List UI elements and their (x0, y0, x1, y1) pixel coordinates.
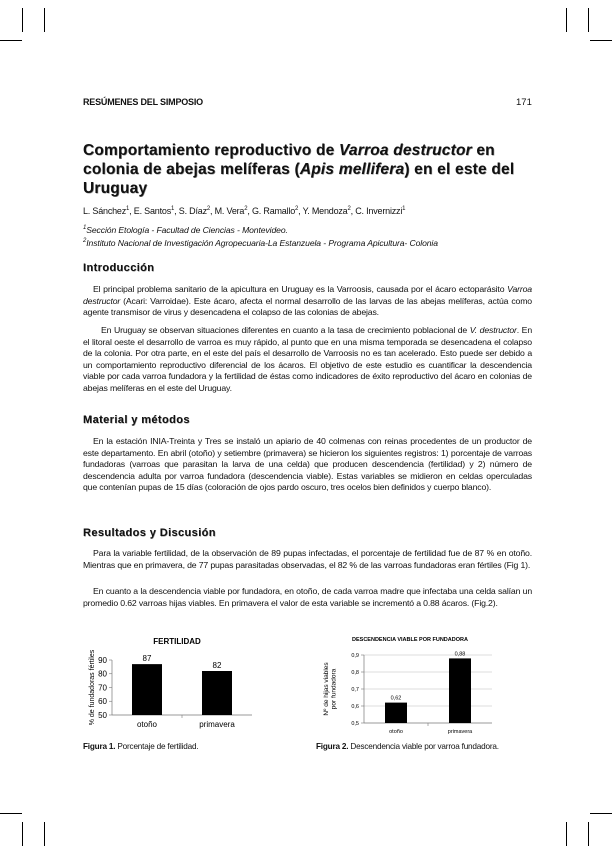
page-number: 171 (516, 97, 532, 108)
y-tick-label: 70 (98, 683, 107, 693)
author: Y. Mendoza (302, 206, 348, 216)
viable-offspring-bar-chart (318, 632, 518, 744)
y-tick-label: 0,8 (351, 669, 359, 676)
bar (385, 703, 407, 723)
bar (132, 664, 162, 715)
y-tick-label: 0,7 (351, 686, 359, 693)
y-tick-label: 0,6 (351, 703, 359, 710)
author: C. Invernizzi (355, 206, 403, 216)
data-label: 82 (212, 661, 222, 670)
methods-paragraph: En la estación INIA-Treinta y Tres se instaló un apiario de 40 colmenas con reinas procedentes de un productor de este departamento. En abril (otoño) y setiembre (primavera) se hicieron los siguientes registros: 1) porcentaje de varroas fundadoras (varroas que parasitan la larva de una celda) que producen descendencia (fertilidad) y 2) número de descendencia adulta por varroa fundadora (descendencia viable). Estas variables se midieron en celdas operculadas que contenían pupas de 15 días (coloración de ojos pardo oscuro, tres ocelos bien definidos y cuerpo blanco). (83, 436, 532, 492)
crop-mark (44, 822, 45, 846)
category-label: primavera (447, 729, 473, 735)
y-axis-label: % de fundadoras fértiles (89, 649, 96, 726)
author: S. Díaz (178, 206, 207, 216)
intro-paragraph: El principal problema sanitario de la apicultura en Uruguay es la Varroosis, causada por el ácaro ectoparásito Varroa destructor (Acari: Varroidae). Este ácaro, afecta el normal desarrollo de las larvas de las abejas melíferas, actúa como agente transmisor de virus y desencadena el colapso de las colonias de abejas. (83, 284, 532, 317)
category-label: primavera (199, 720, 235, 729)
bar (449, 658, 471, 723)
author: L. Sánchez (83, 206, 127, 216)
crop-mark (590, 813, 612, 814)
author: E. Santos (133, 206, 172, 216)
affiliation: $^1$Sección Etología - Facultad de Ciencias - Montevideo. (83, 225, 288, 235)
data-label: 87 (142, 654, 152, 664)
crop-mark (590, 40, 612, 41)
crop-mark (44, 8, 45, 32)
y-tick-label: 90 (98, 655, 107, 665)
data-label: 0,88 (454, 651, 466, 658)
category-label: otoño (389, 729, 403, 735)
y-tick-label: 80 (98, 669, 107, 679)
y-tick-label: 50 (98, 710, 107, 720)
running-head: RESÚMENES DEL SIMPOSIO (83, 97, 203, 107)
y-axis-label: Nº de hijas viablespor fundadora (323, 662, 338, 716)
data-label: 0,62 (390, 695, 402, 702)
author: M. Vera (214, 206, 245, 216)
section-heading-introduction: Introducción (83, 262, 155, 274)
figure-2-caption: Figura 2. Descendencia viable por varroa fundadora. (316, 742, 499, 751)
y-tick-label: 60 (98, 697, 107, 707)
author: G. Ramallo (252, 206, 296, 216)
bar (202, 671, 232, 715)
author-list: L. Sánchez$^1$, E. Santos$^1$, S. Díaz$^2$, M. Vera$^2$, G. Ramallo$^2$, Y. Mendoza$^2$, C. Invernizzi$^1$ (83, 206, 406, 216)
y-tick-label: 0,9 (351, 652, 359, 659)
crop-mark (566, 822, 567, 846)
crop-mark (22, 822, 23, 846)
crop-mark (566, 8, 567, 32)
intro-paragraph: En Uruguay se observan situaciones diferentes en cuanto a la tasa de crecimiento poblacional de V. destructor. En el litoral oeste el desarrollo de varroa es muy rápido, al punto que en una misma temporada se desencadena el colapso de la colonia. Por otra parte, en el este del país el desarrollo de Varroosis no es tan acelerado. Esto puede ser debido a un comportamiento reproductivo diferencial de los ácaros. El objetivo de este estudio es cuantificar la descendencia viable por cada varroa fundadora y la fertilidad de éstas como indicadores de éxito reproductivo del ácaro en colonias de abejas melíferas en el este del Uruguay. (83, 325, 533, 393)
category-label: otoño (136, 720, 158, 729)
article-title: Comportamiento reproductivo de Varroa destructor en colonia de abejas melíferas (Apis mellifera) en el este del Uruguay (83, 142, 515, 197)
crop-mark (0, 813, 22, 814)
results-paragraph: En cuanto a la descendencia viable por fundadora, en otoño, de cada varroa madre que infectaba una celda salían un promedio 0.62 varroas hijas viables. En primavera el valor de esta variable se incrementó a 0.88 ácaros. (Fig.2). (83, 586, 532, 608)
crop-mark (588, 822, 589, 846)
crop-mark (588, 8, 589, 32)
affiliation: $^2$Instituto Nacional de Investigación Agropecuaria-La Estanzuela - Programa Apicultura- Colonia (83, 238, 438, 248)
fertility-bar-chart (80, 632, 280, 740)
chart-title: DESCENDENCIA VIABLE POR FUNDADORA (352, 637, 468, 643)
section-heading-results: Resultados y Discusión (83, 527, 216, 539)
crop-mark (22, 8, 23, 32)
crop-mark (0, 40, 22, 41)
results-paragraph: Para la variable fertilidad, de la observación de 89 pupas infectadas, el porcentaje de fertilidad fue de 87 % en otoño. Mientras que en primavera, de 77 pupas parasitadas observadas, el 82 % de las varroas fundadoras eran fértiles (Fig 1). (83, 548, 532, 570)
chart-title: FERTILIDAD (153, 637, 201, 646)
section-heading-methods: Material y métodos (83, 414, 190, 426)
y-tick-label: 0,5 (351, 720, 359, 727)
figure-1-caption: Figura 1. Porcentaje de fertilidad. (83, 742, 199, 751)
